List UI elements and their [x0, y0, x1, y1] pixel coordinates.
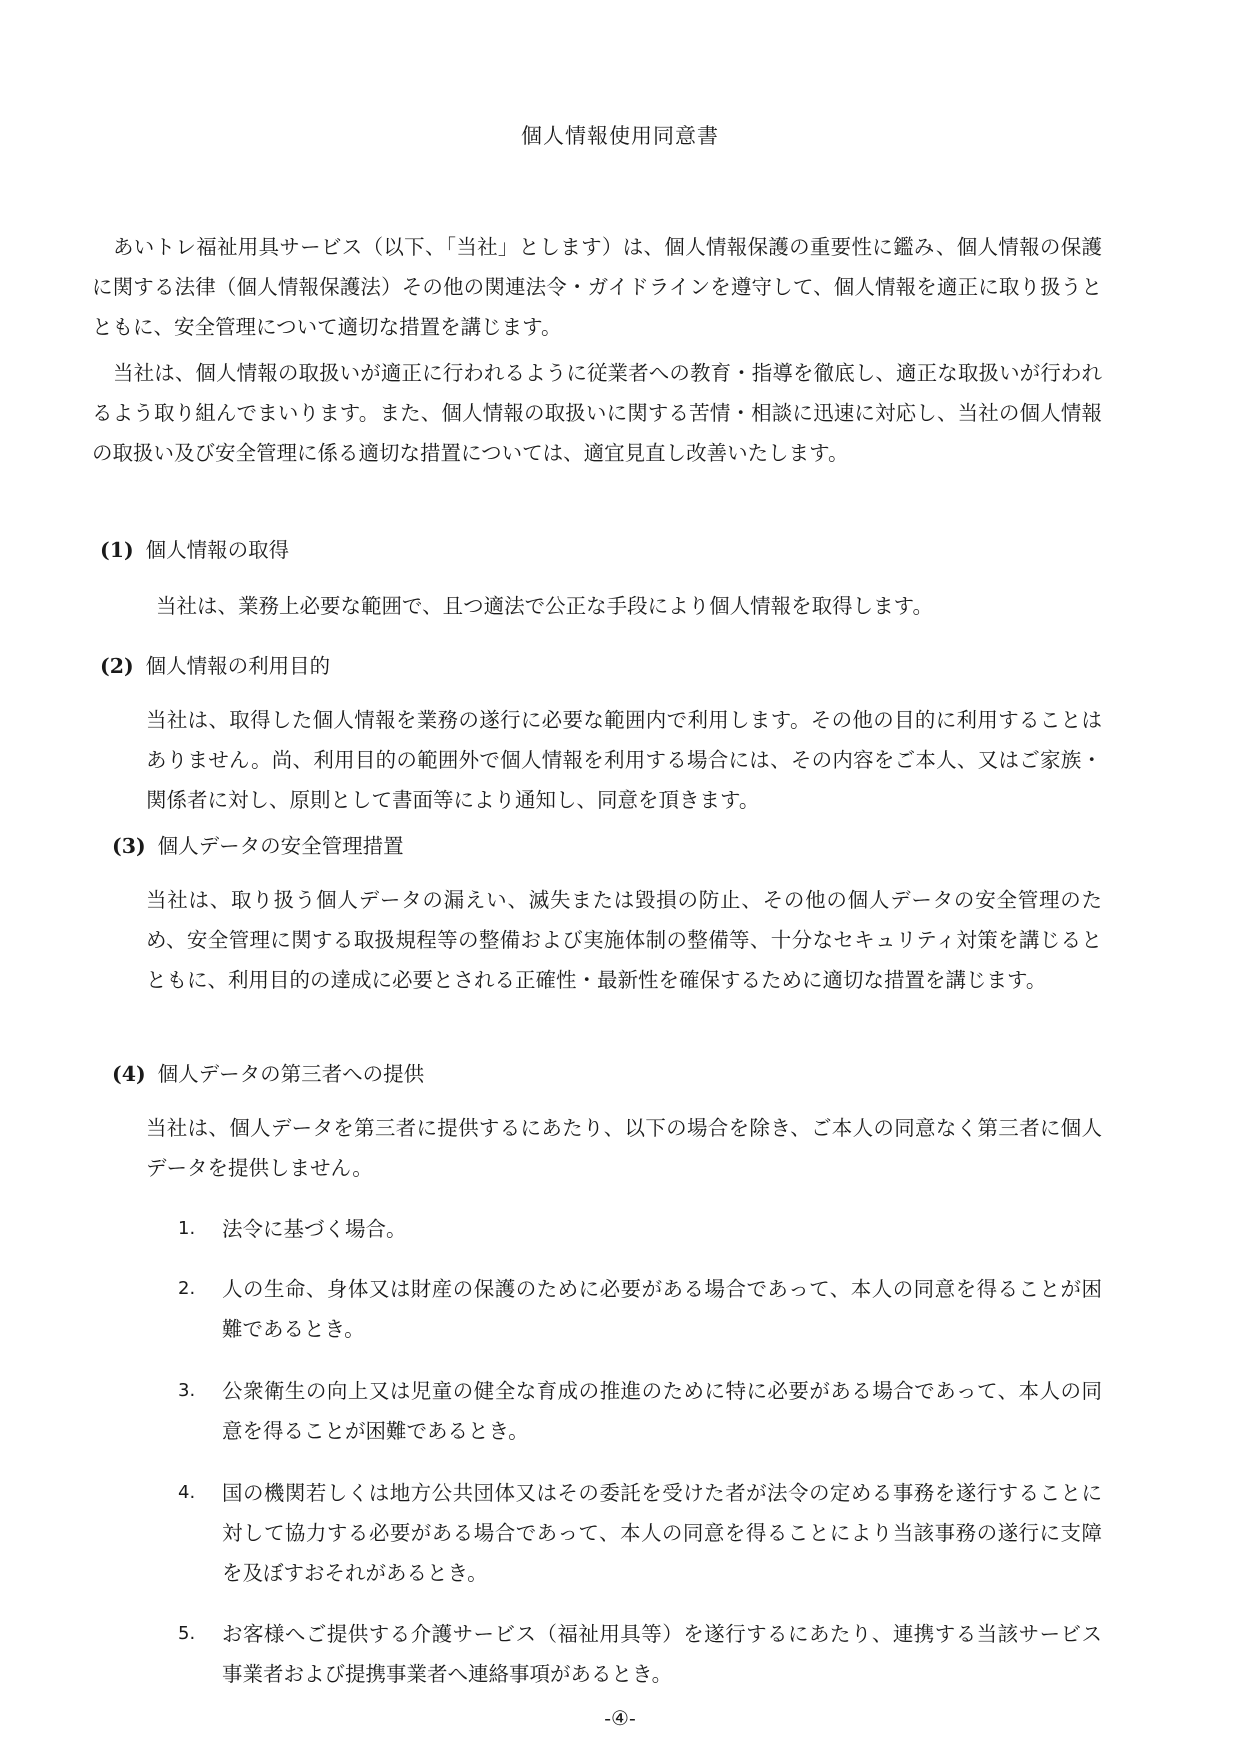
section-number: (3)	[112, 834, 146, 858]
intro-paragraph-1: あいトレ福祉用具サービス（以下、「当社」とします）は、個人情報保護の重要性に鑑み、個人情報の保護に関する法律（個人情報保護法）その他の関連法令・ガイドラインを遵守して、個人情報を適正に取り扱うとともに、安全管理について適切な措置を講じます。	[92, 235, 1102, 339]
list-item	[178, 1473, 1102, 1593]
section-number: (2)	[100, 654, 134, 678]
section-heading-text: 個人データの安全管理措置	[157, 834, 404, 858]
section-body-3: 当社は、取り扱う個人データの漏えい、滅失または毀損の防止、その他の個人データの安全管理のため、安全管理に関する取扱規程等の整備および実施体制の整備等、十分なセキュリティ対策を講じるとともに、利用目的の達成に必要とされる正確性・最新性を確保するために適切な措置を講じます。	[146, 888, 1102, 992]
list-item	[178, 1371, 1102, 1451]
section-body-1: 当社は、業務上必要な範囲で、且つ適法で公正な手段により個人情報を取得します。	[156, 594, 933, 618]
section-heading-2	[100, 646, 330, 686]
list-number: 2.	[178, 1278, 196, 1299]
list-number: 4.	[178, 1482, 196, 1503]
section-body-4: 当社は、個人データを第三者に提供するにあたり、以下の場合を除き、ご本人の同意なく第三者に個人データを提供しません。	[146, 1116, 1102, 1180]
list-item	[178, 1209, 1102, 1249]
list-number: 1.	[178, 1218, 196, 1239]
section-heading-text: 個人データの第三者への提供	[157, 1062, 425, 1086]
list-text: お客様へご提供する介護サービス（福祉用具等）を遂行するにあたり、連携する当該サービス事業者および提携事業者へ連絡事項があるとき。	[222, 1622, 1102, 1686]
list-item	[178, 1614, 1102, 1694]
list-item	[178, 1269, 1102, 1349]
page-number: -④-	[604, 1706, 636, 1730]
section-number: (1)	[100, 538, 134, 562]
list-text: 国の機関若しくは地方公共団体又はその委託を受けた者が法令の定める事務を遂行することに対して協力する必要がある場合であって、本人の同意を得ることにより当該事務の遂行に支障を及ぼすおそれがあるとき。	[222, 1481, 1102, 1585]
section-heading-4	[112, 1054, 424, 1094]
list-number: 3.	[178, 1380, 196, 1401]
list-number: 5.	[178, 1623, 196, 1644]
section-heading-1	[100, 530, 289, 570]
section-heading-text: 個人情報の取得	[145, 538, 290, 562]
list-text: 法令に基づく場合。	[222, 1217, 407, 1241]
section-heading-3	[112, 826, 404, 866]
section-body-2: 当社は、取得した個人情報を業務の遂行に必要な範囲内で利用します。その他の目的に利用することはありません。尚、利用目的の範囲外で個人情報を利用する場合には、その内容をご本人、又はご家族・関係者に対し、原則として書面等により通知し、同意を頂きます。	[146, 708, 1102, 812]
intro-paragraph-2: 当社は、個人情報の取扱いが適正に行われるように従業者への教育・指導を徹底し、適正な取扱いが行われるよう取り組んでまいります。また、個人情報の取扱いに関する苦情・相談に迅速に対応し、当社の個人情報の取扱い及び安全管理に係る適切な措置については、適宜見直し改善いたします。	[92, 361, 1102, 465]
section-heading-text: 個人情報の利用目的	[145, 654, 331, 678]
section-number: (4)	[112, 1062, 146, 1086]
list-text: 公衆衛生の向上又は児童の健全な育成の推進のために特に必要がある場合であって、本人の同意を得ることが困難であるとき。	[222, 1379, 1102, 1443]
document-title: 個人情報使用同意書	[521, 124, 719, 148]
list-text: 人の生命、身体又は財産の保護のために必要がある場合であって、本人の同意を得ることが困難であるとき。	[222, 1277, 1102, 1341]
